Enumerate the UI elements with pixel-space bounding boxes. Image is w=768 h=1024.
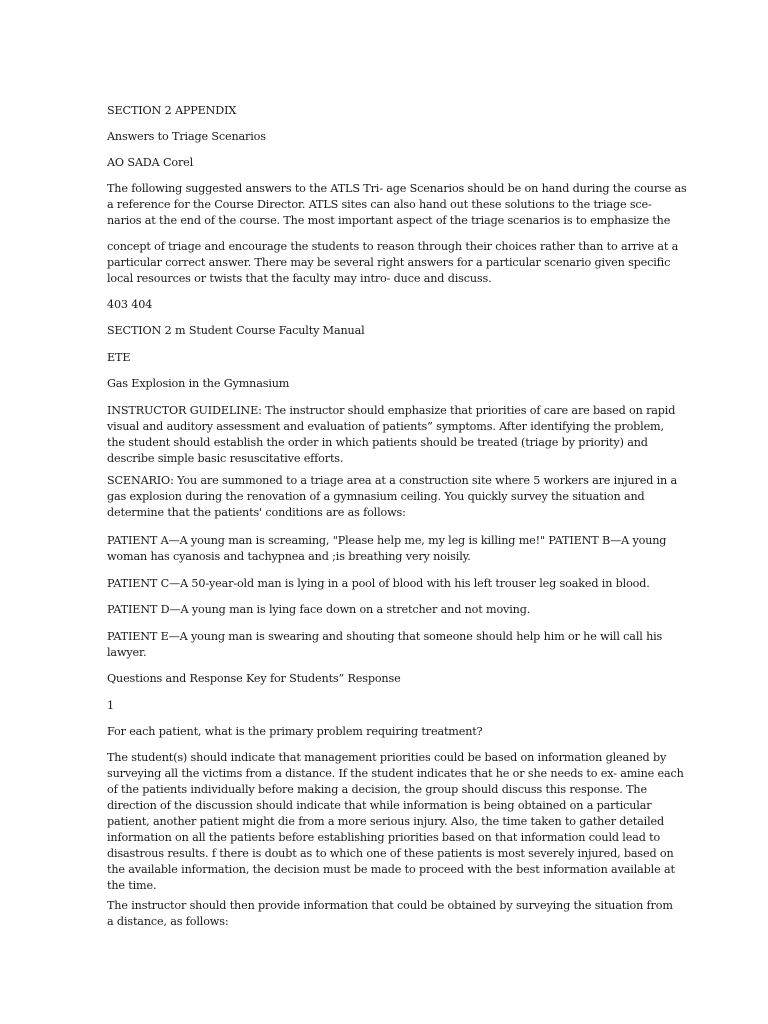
manual-title-text: SECTION 2 m Student Course Faculty Manual xyxy=(107,324,365,337)
ete-label xyxy=(107,350,707,366)
intro-line: narios at the end of the course. The most important aspect of the triage scenarios is to emphasize the xyxy=(107,214,671,227)
intro-line: a reference for the Course Director. ATLS sites can also hand out these solutions to the triage sce- xyxy=(107,198,652,211)
subheading-text: Answers to Triage Scenarios xyxy=(107,130,266,143)
answer-line: surveying all the victims from a distance. If the student indicates that he or she needs to ex- amine each xyxy=(107,767,684,780)
answer-line: The student(s) should indicate that management priorities could be based on information gleaned by xyxy=(107,751,667,764)
answer-line: the available information, the decision must be made to proceed with the best information available at xyxy=(107,863,675,876)
answer-line: disastrous results. f there is doubt as to which one of these patients is most severely injured, based on xyxy=(107,847,674,860)
intro-continued-line: particular correct answer. There may be several right answers for a particular scenario given specific xyxy=(107,256,671,269)
closing-line: a distance, as follows: xyxy=(107,915,229,928)
patient-e-line: PATIENT E—A young man is swearing and shouting that someone should help him or he will call his xyxy=(107,630,663,643)
answer-line: patient, another patient might die from a more serious injury. Also, the time taken to gather detailed xyxy=(107,815,664,828)
manual-title xyxy=(107,323,707,339)
scenario-line: gas explosion during the renovation of a gymnasium ceiling. You quickly survey the situation and xyxy=(107,490,645,503)
patient-d-line: PATIENT D—A young man is lying face down on a stretcher and not moving. xyxy=(107,603,531,616)
intro-continued-paragraph xyxy=(107,239,707,287)
intro-continued-line: concept of triage and encourage the students to reason through their choices rather than to arrive at a xyxy=(107,240,679,253)
page-numbers-text: 403 404 xyxy=(107,298,153,311)
patient-ab-line: PATIENT A—A young man is screaming, "Please help me, my leg is killing me!" PATIENT B—A young xyxy=(107,534,667,547)
scenario-line: determine that the patients' conditions are as follows: xyxy=(107,506,406,519)
closing-paragraph xyxy=(107,898,707,930)
intro-paragraph xyxy=(107,181,707,229)
answer-line: of the patients individually before making a decision, the group should discuss this response. The xyxy=(107,783,647,796)
question-number xyxy=(107,698,707,714)
answer-paragraph xyxy=(107,750,707,894)
author-line-text: AO SADA Corel xyxy=(107,156,194,169)
instructor-guideline-line: the student should establish the order in which patients should be treated (triage by priority) and xyxy=(107,436,648,449)
answer-line: the time. xyxy=(107,879,157,892)
questions-heading-text: Questions and Response Key for Students” Response xyxy=(107,672,401,685)
patient-e-paragraph xyxy=(107,629,707,661)
patient-c-line: PATIENT C—A 50-year-old man is lying in a pool of blood with his left trouser leg soaked in blood. xyxy=(107,577,650,590)
question-text-line: For each patient, what is the primary problem requiring treatment? xyxy=(107,725,483,738)
ete-label-text: ETE xyxy=(107,351,131,364)
patient-ab-paragraph xyxy=(107,533,707,565)
answer-line: direction of the discussion should indicate that while information is being obtained on a particular xyxy=(107,799,652,812)
answer-line: information on all the patients before establishing priorities based on that information could lead to xyxy=(107,831,661,844)
patient-ab-line: woman has cyanosis and tachypnea and ;is breathing very noisily. xyxy=(107,550,471,563)
scenario-paragraph xyxy=(107,473,707,521)
intro-continued-line: local resources or twists that the faculty may intro- duce and discuss. xyxy=(107,272,492,285)
question-text xyxy=(107,724,707,740)
patient-c-paragraph xyxy=(107,576,707,592)
section-heading xyxy=(107,103,707,119)
questions-heading xyxy=(107,671,707,687)
page-numbers xyxy=(107,297,707,313)
author-line xyxy=(107,155,707,171)
question-number-text: 1 xyxy=(107,699,114,712)
section-heading-text: SECTION 2 APPENDIX xyxy=(107,104,237,117)
instructor-guideline-line: INSTRUCTOR GUIDELINE: The instructor should emphasize that priorities of care are based on rapid xyxy=(107,404,676,417)
subheading xyxy=(107,129,707,145)
instructor-guideline-line: visual and auditory assessment and evaluation of patients” symptoms. After identifying the problem, xyxy=(107,420,664,433)
instructor-guideline xyxy=(107,403,707,467)
closing-line: The instructor should then provide information that could be obtained by surveying the situation from xyxy=(107,899,673,912)
patient-d-paragraph xyxy=(107,602,707,618)
scenario-title xyxy=(107,376,707,392)
scenario-title-text: Gas Explosion in the Gymnasium xyxy=(107,377,290,390)
patient-e-line: lawyer. xyxy=(107,646,147,659)
scenario-line: SCENARIO: You are summoned to a triage area at a construction site where 5 workers are injured in a xyxy=(107,474,678,487)
instructor-guideline-line: describe simple basic resuscitative efforts. xyxy=(107,452,344,465)
intro-line: The following suggested answers to the ATLS Tri- age Scenarios should be on hand during the course as xyxy=(107,182,687,195)
